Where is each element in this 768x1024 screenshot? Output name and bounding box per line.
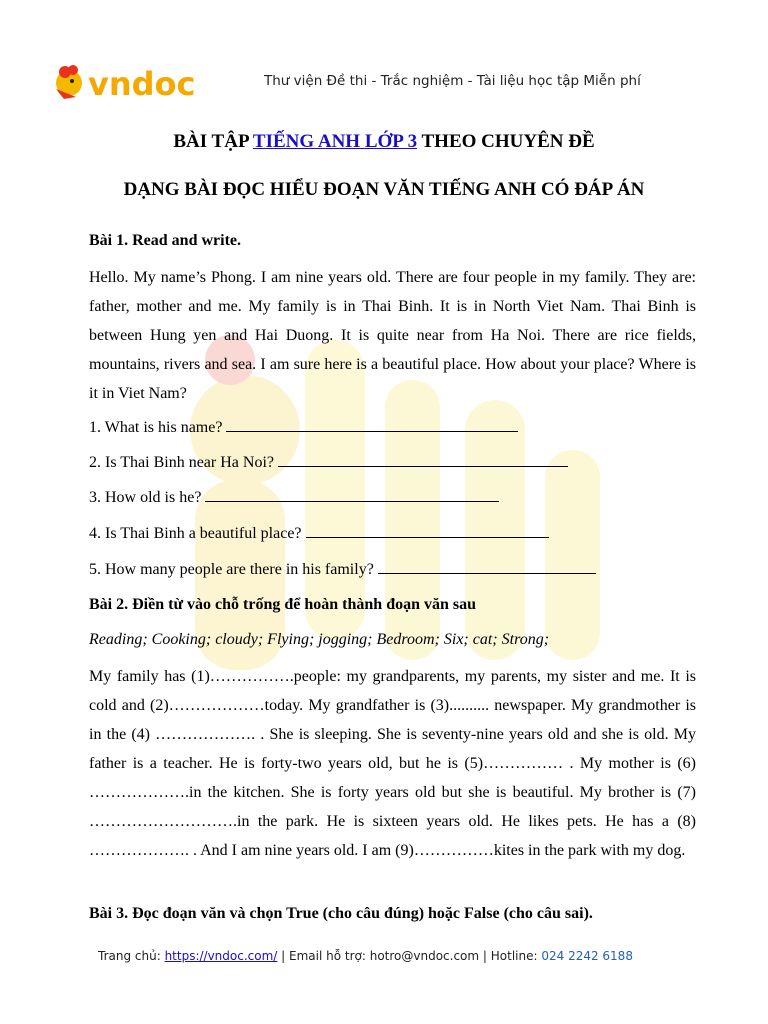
footer-hotline: 024 2242 6188 [541,949,633,963]
bai2-paragraph: My family has (1)…………….people: my grandparents, my parents, my sister and me. It is cold and (2)………………today. My grandfather is (3).......... newspaper. My grandmother is in the (4) ………………. . She is sleeping. She is seventy-nine years old and she is old. My father is a teacher. He is forty-two years old, but he is (5)…………… . My mother is (6) ……………….in the kitchen. She is forty years old but she is beautiful. My brother is (7) ……………………….in the park. He is sixteen years old. He likes pets. He has a (8) ………………. . And I am nine years old. I am (9)……………kites in the park with my dog. [89,668,696,859]
svg-text:vndoc: vndoc [88,65,196,103]
bai3-heading: Bài 3. Đọc đoạn văn và chọn True (cho câu đúng) hoặc False (cho câu sai). [89,905,593,922]
vndoc-logo[interactable] [52,59,222,103]
title-link[interactable]: TIẾNG ANH LỚP 3 [252,131,418,152]
question-text: 5. How many people are there in his family? [89,561,374,578]
answer-blank[interactable] [378,561,596,574]
question-3 [89,489,499,507]
question-text: 1. What is his name? [89,419,223,436]
question-1 [89,419,518,437]
question-text: 2. Is Thai Binh near Ha Noi? [89,454,274,471]
question-4 [89,525,549,543]
footer-home-label: Trang chủ: [98,949,165,963]
page-title [0,131,768,153]
footer-home-link[interactable]: https://vndoc.com/ [164,949,278,963]
bai1-heading: Bài 1. Read and write. [89,232,241,249]
site-tagline: Thư viện Đề thi - Trắc nghiệm - Tài liệu học tập Miễn phí [264,73,641,89]
question-text: 3. How old is he? [89,489,202,506]
question-text: 4. Is Thai Binh a beautiful place? [89,525,302,542]
page-header [0,55,768,105]
bai2-word-bank: Reading; Cooking; cloudy; Flying; jogging; Bedroom; Six; cat; Strong; [89,631,550,648]
page-footer [98,949,633,963]
answer-blank[interactable] [205,489,499,502]
page-subtitle: DẠNG BÀI ĐỌC HIỂU ĐOẠN VĂN TIẾNG ANH CÓ ĐÁP ÁN [123,179,645,200]
question-2 [89,454,568,472]
title-suffix: THEO CHUYÊN ĐỀ [417,131,595,152]
bai2-heading: Bài 2. Điền từ vào chỗ trống để hoàn thành đoạn văn sau [89,596,477,613]
answer-blank[interactable] [278,454,568,467]
question-5 [89,561,596,579]
footer-email: | Email hỗ trợ: hotro@vndoc.com | Hotline: [277,949,542,963]
bai1-paragraph: Hello. My name’s Phong. I am nine years old. There are four people in my family. They are: father, mother and me. My family is in Thai Binh. It is in North Viet Nam. Thai Binh is between Hung yen and Hai Duong. It is quite near from Ha Noi. There are rice fields, mountains, rivers and sea. I am sure here is a beautiful place. How about your place? Where is it in Viet Nam? [89,269,696,402]
answer-blank[interactable] [226,419,518,432]
title-prefix: BÀI TẬP [173,131,253,152]
answer-blank[interactable] [306,525,549,538]
